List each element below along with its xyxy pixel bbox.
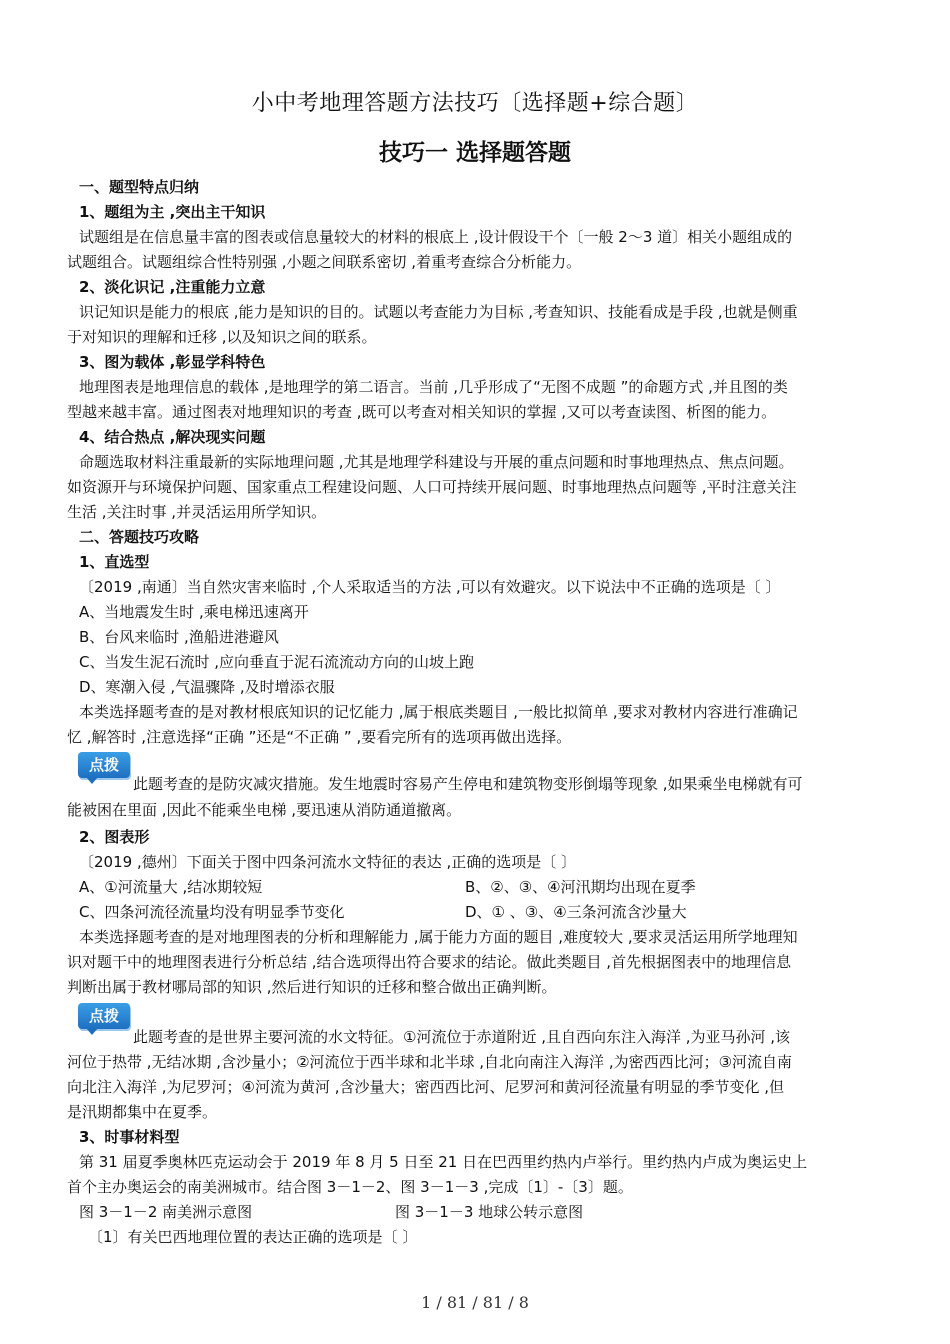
- section-title: 技巧一 选择题答题: [378, 140, 571, 166]
- paragraph-line: 识记知识是能力的根底 ,能力是知识的目的。试题以考查能力为目标 ,考查知识、技能看成是手段 ,也就是侧重: [79, 303, 798, 321]
- figure-caption: 图 3－1－3 地球公转示意图: [395, 1203, 584, 1221]
- tip-text: 能被困在里面 ,因此不能乘坐电梯 ,要迅速从消防通道撤离。: [67, 801, 462, 819]
- subheading: 1、直选型: [79, 553, 150, 571]
- paragraph-line: 第 31 届夏季奥林匹克运动会于 2019 年 8 月 5 日至 21 日在巴西里约热内卢举行。里约热内卢成为奥运史上: [79, 1153, 808, 1171]
- tip-badge: 点拨: [78, 1003, 130, 1029]
- document-title: 小中考地理答题方法技巧〔选择题+综合题〕: [251, 91, 699, 116]
- paragraph-line: 识对题干中的地理图表进行分析总结 ,结合选项得出符合要求的结论。做此类题目 ,首先根据图表中的地理信息: [67, 953, 792, 971]
- paragraph-line: 生活 ,关注时事 ,并灵活运用所学知识。: [67, 503, 327, 521]
- option-b: B、台风来临时 ,渔船进港避风: [79, 628, 279, 646]
- figure-caption: 图 3－1－2 南美洲示意图: [79, 1203, 253, 1221]
- paragraph-line: 如资源开与环境保护问题、国家重点工程建设问题、人口可持续开展问题、时事地理热点问题等 ,平时注意关注: [67, 478, 797, 496]
- paragraph-line: 判断出属于教材哪局部的知识 ,然后进行知识的迁移和整合做出正确判断。: [67, 978, 557, 996]
- option-b: B、②、③、④河汛期均出现在夏季: [465, 878, 696, 896]
- question-stem: 〔2019 ,南通〕当自然灾害来临时 ,个人采取适当的方法 ,可以有效避灾。以下说法中不正确的选项是〔 〕: [79, 578, 781, 596]
- paragraph-line: 首个主办奥运会的南美洲城市。结合图 3－1－2、图 3－1－3 ,完成〔1〕-〔3〕题。: [67, 1178, 633, 1196]
- paragraph-line: 于对知识的理解和迁移 ,以及知识之间的联系。: [67, 328, 377, 346]
- option-d: D、① 、③、④三条河流含沙量大: [465, 903, 687, 921]
- subheading: 3、图为载体 ,彰显学科特色: [79, 353, 266, 371]
- option-d: D、寒潮入侵 ,气温骤降 ,及时增添衣服: [79, 678, 335, 696]
- question-stem: 〔2019 ,德州〕下面关于图中四条河流水文特征的表达 ,正确的选项是〔 〕: [79, 853, 577, 871]
- paragraph-line: 忆 ,解答时 ,注意选择“正确 ”还是“不正确 ” ,要看完所有的选项再做出选择。: [67, 728, 572, 746]
- tip-badge: 点拨: [78, 752, 130, 778]
- tip-text: 河位于热带 ,无结冰期 ,含沙量小；②河流位于西半球和北半球 ,自北向南注入海洋 ,为密西西比河；③河流自南: [67, 1053, 793, 1071]
- subheading: 1、题组为主 ,突出主干知识: [79, 203, 266, 221]
- option-c: C、当发生泥石流时 ,应向垂直于泥石流流动方向的山坡上跑: [79, 653, 475, 671]
- tip-text: 是汛期都集中在夏季。: [67, 1103, 218, 1121]
- paragraph-line: 命题选取材料注重最新的实际地理问题 ,尤其是地理学科建设与开展的重点问题和时事地理热点、焦点问题。: [79, 453, 794, 471]
- tip-text: 向北注入海洋 ,为尼罗河；④河流为黄河 ,含沙量大；密西西比河、尼罗河和黄河径流量有明显的季节变化 ,但: [67, 1078, 785, 1096]
- paragraph-line: 本类选择题考查的是对教材根底知识的记忆能力 ,属于根底类题目 ,一般比拟简单 ,要求对教材内容进行准确记: [79, 703, 798, 721]
- paragraph-line: 型越来越丰富。通过图表对地理知识的考查 ,既可以考查对相关知识的掌握 ,又可以考查读图、析图的能力。: [67, 403, 777, 421]
- subheading: 4、结合热点 ,解决现实问题: [79, 428, 266, 446]
- option-a: A、①河流量大 ,结冰期较短: [79, 878, 263, 896]
- section-heading: 二、答题技巧攻略: [79, 528, 200, 546]
- tip-text: 此题考查的是世界主要河流的水文特征。①河流位于赤道附近 ,且自西向东注入海洋 ,为亚马孙河 ,该: [133, 1028, 791, 1046]
- option-c: C、四条河流径流量均没有明显季节变化: [79, 903, 345, 921]
- tip-text: 此题考查的是防灾减灾措施。发生地震时容易产生停电和建筑物变形倒塌等现象 ,如果乘坐电梯就有可: [133, 775, 803, 793]
- subheading: 3、时事材料型: [79, 1128, 180, 1146]
- paragraph-line: 试题组合。试题组综合性特别强 ,小题之间联系密切 ,着重考查综合分析能力。: [67, 253, 582, 271]
- subheading: 2、淡化识记 ,注重能力立意: [79, 278, 266, 296]
- paragraph-line: 试题组是在信息量丰富的图表或信息量较大的材料的根底上 ,设计假设干个〔一般 2～3 道〕相关小题组成的: [79, 228, 793, 246]
- paragraph-line: 地理图表是地理信息的载体 ,是地理学的第二语言。当前 ,几乎形成了“无图不成题 ”的命题方式 ,并且图的类: [79, 378, 788, 396]
- page-number: 1 / 81 / 81 / 8: [421, 1293, 529, 1312]
- paragraph-line: 本类选择题考查的是对地理图表的分析和理解能力 ,属于能力方面的题目 ,难度较大 ,要求灵活运用所学地理知: [79, 928, 798, 946]
- subheading: 2、图表形: [79, 828, 150, 846]
- option-a: A、当地震发生时 ,乘电梯迅速离开: [79, 603, 309, 621]
- section-heading: 一、题型特点归纳: [79, 178, 200, 196]
- question-stem: 〔1〕有关巴西地理位置的表达正确的选项是〔 〕: [88, 1228, 418, 1246]
